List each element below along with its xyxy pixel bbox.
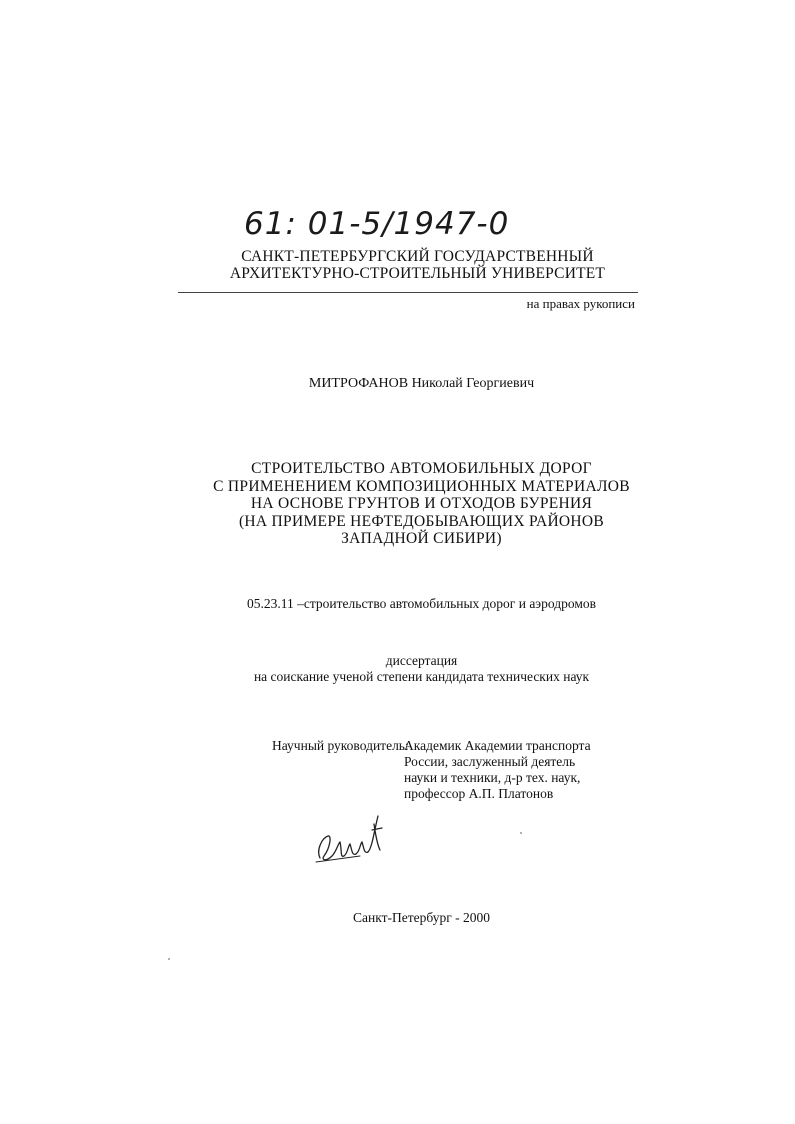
supervisor-line-2: России, заслуженный деятель bbox=[404, 754, 576, 769]
specialty-code: 05.23.11 –строительство автомобильных дорог и аэродромов bbox=[247, 596, 596, 611]
supervisor-line-4: профессор А.П. Платонов bbox=[404, 786, 554, 801]
supervisor-line-3: науки и техники, д-р тех. наук, bbox=[404, 770, 581, 785]
title-line-5: ЗАПАДНОЙ СИБИРИ) bbox=[341, 530, 502, 547]
author-name: МИТРОФАНОВ Николай Георгиевич bbox=[308, 376, 535, 391]
title-line-4: (НА ПРИМЕРЕ НЕФТЕДОБЫВАЮЩИХ РАЙОНОВ bbox=[238, 512, 605, 530]
university-name bbox=[0, 248, 795, 282]
supervisor-label: Научный руководитель: bbox=[272, 738, 409, 753]
handwritten-archive-code: 61: 01-5/1947-0 bbox=[244, 206, 510, 242]
signature-icon bbox=[312, 810, 390, 868]
rights-note: на правах рукописи bbox=[526, 296, 635, 311]
university-line-1: САНКТ-ПЕТЕРБУРГСКИЙ ГОСУДАРСТВЕННЫЙ bbox=[241, 248, 594, 265]
university-line-2: АРХИТЕКТУРНО-СТРОИТЕЛЬНЫЙ УНИВЕРСИТЕТ bbox=[229, 265, 606, 282]
scan-speck bbox=[168, 958, 170, 960]
title-line-2: С ПРИМЕНЕНИЕМ КОМПОЗИЦИОННЫХ МАТЕРИАЛОВ bbox=[213, 477, 630, 495]
header-divider bbox=[178, 292, 638, 293]
dissertation-type bbox=[0, 653, 795, 685]
title-line-1: СТРОИТЕЛЬСТВО АВТОМОБИЛЬНЫХ ДОРОГ bbox=[251, 460, 592, 477]
supervisor-details bbox=[404, 738, 591, 802]
title-line-3: НА ОСНОВЕ ГРУНТОВ И ОТХОДОВ БУРЕНИЯ bbox=[250, 495, 593, 512]
dissertation-line-2: на соискание ученой степени кандидата технических наук bbox=[253, 669, 590, 684]
dissertation-line-1: диссертация bbox=[385, 653, 458, 668]
city-year: Санкт-Петербург - 2000 bbox=[352, 910, 491, 925]
scan-speck bbox=[520, 832, 522, 834]
supervisor-line-1: Академик Академии транспорта bbox=[404, 738, 591, 753]
dissertation-title bbox=[0, 460, 795, 548]
